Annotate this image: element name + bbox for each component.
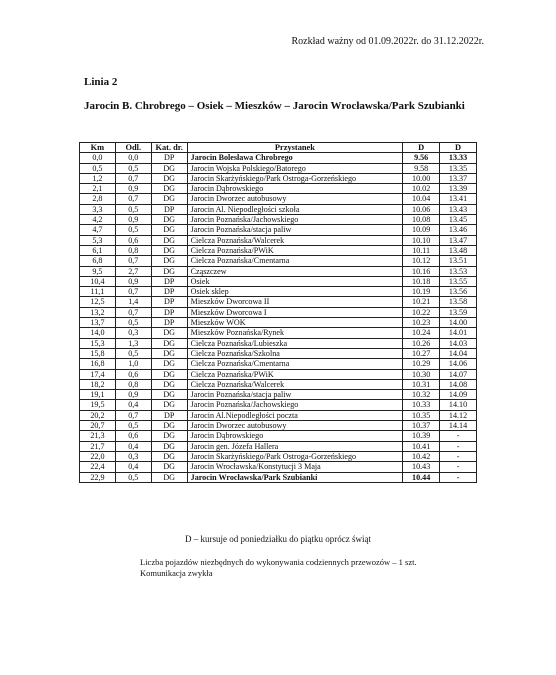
- distance-cell: 0,4: [115, 462, 151, 472]
- road-category-cell: DG: [151, 348, 187, 358]
- km-cell: 6,1: [80, 245, 116, 255]
- road-category-cell: DG: [151, 256, 187, 266]
- road-category-cell: DP: [151, 287, 187, 297]
- km-cell: 22,0: [80, 451, 116, 461]
- distance-cell: 0,7: [115, 256, 151, 266]
- stop-name-cell: Cielcza Poznańska/Walcerek: [187, 235, 403, 245]
- departure-time-run-2: 14.06: [440, 359, 477, 369]
- road-category-cell: DG: [151, 338, 187, 348]
- road-category-cell: DG: [151, 400, 187, 410]
- departure-time-run-1: 10.42: [403, 451, 440, 461]
- departure-time-run-2: 13.51: [440, 256, 477, 266]
- distance-cell: 0,3: [115, 451, 151, 461]
- column-header-km: Km: [80, 143, 116, 153]
- timetable-header-row: [80, 143, 477, 153]
- departure-time-run-1: 10.44: [403, 472, 440, 482]
- departure-time-run-1: 10.33: [403, 400, 440, 410]
- column-header-run-1: D: [403, 143, 440, 153]
- distance-cell: 1,0: [115, 359, 151, 369]
- stop-name-cell: Jarocin Poznańska/Jachowskiego: [187, 400, 403, 410]
- km-cell: 18,2: [80, 379, 116, 389]
- road-category-cell: DG: [151, 441, 187, 451]
- km-cell: 22,4: [80, 462, 116, 472]
- departure-time-run-2: -: [440, 431, 477, 441]
- departure-time-run-1: 10.32: [403, 390, 440, 400]
- distance-cell: 0,7: [115, 287, 151, 297]
- departure-time-run-2: -: [440, 451, 477, 461]
- vehicles-note: Liczba pojazdów niezbędnych do wykonywania codziennych przewozów – 1 szt.: [140, 557, 417, 567]
- stop-name-cell: Jarocin Wrocławska/Konstytucji 3 Maja: [187, 462, 403, 472]
- departure-time-run-2: 14.09: [440, 390, 477, 400]
- road-category-cell: DG: [151, 390, 187, 400]
- departure-time-run-2: -: [440, 441, 477, 451]
- timetable-row: [80, 338, 477, 348]
- timetable-row: [80, 173, 477, 183]
- departure-time-run-2: 13.53: [440, 266, 477, 276]
- timetable-row: [80, 266, 477, 276]
- timetable-row: [80, 163, 477, 173]
- road-category-cell: DG: [151, 451, 187, 461]
- road-category-cell: DP: [151, 153, 187, 163]
- km-cell: 15,8: [80, 348, 116, 358]
- timetable-row: [80, 348, 477, 358]
- departure-time-run-1: 10.12: [403, 256, 440, 266]
- departure-time-run-1: 10.24: [403, 328, 440, 338]
- km-cell: 5,3: [80, 235, 116, 245]
- timetable-row: [80, 472, 477, 482]
- departure-time-run-1: 10.04: [403, 194, 440, 204]
- stop-name-cell: Jarocin Bolesława Chrobrego: [187, 153, 403, 163]
- line-label: Linia 2: [84, 76, 118, 88]
- timetable-row: [80, 235, 477, 245]
- distance-cell: 0,5: [115, 318, 151, 328]
- km-cell: 2,1: [80, 184, 116, 194]
- km-cell: 19,1: [80, 390, 116, 400]
- departure-time-run-1: 10.41: [403, 441, 440, 451]
- km-cell: 4,2: [80, 215, 116, 225]
- road-category-cell: DP: [151, 297, 187, 307]
- column-header-road-category: Kat. dr.: [151, 143, 187, 153]
- timetable-row: [80, 184, 477, 194]
- road-category-cell: DG: [151, 379, 187, 389]
- road-category-cell: DP: [151, 276, 187, 286]
- timetable-row: [80, 215, 477, 225]
- stop-name-cell: Cielcza Poznańska/Szkolna: [187, 348, 403, 358]
- departure-time-run-1: 9.56: [403, 153, 440, 163]
- timetable-row: [80, 410, 477, 420]
- km-cell: 19,5: [80, 400, 116, 410]
- timetable-row: [80, 307, 477, 317]
- km-cell: 13,7: [80, 318, 116, 328]
- timetable-body: [80, 153, 477, 483]
- distance-cell: 0,4: [115, 400, 151, 410]
- departure-time-run-1: 10.19: [403, 287, 440, 297]
- validity-note: Rozkład ważny od 01.09.2022r. do 31.12.2022r.: [291, 36, 484, 47]
- departure-time-run-1: 9.58: [403, 163, 440, 173]
- column-header-stop: Przystanek: [187, 143, 403, 153]
- column-header-distance: Odl.: [115, 143, 151, 153]
- km-cell: 21,7: [80, 441, 116, 451]
- stop-name-cell: Cielcza Poznańska/Cmentarna: [187, 359, 403, 369]
- km-cell: 4,7: [80, 225, 116, 235]
- distance-cell: 0,8: [115, 379, 151, 389]
- departure-time-run-2: 14.03: [440, 338, 477, 348]
- distance-cell: 0,7: [115, 173, 151, 183]
- km-cell: 14,0: [80, 328, 116, 338]
- stop-name-cell: Cielcza Poznańska/PWiK: [187, 245, 403, 255]
- stop-name-cell: Jarocin Poznańska/stacja paliw: [187, 390, 403, 400]
- departure-time-run-2: 13.39: [440, 184, 477, 194]
- departure-time-run-1: 10.06: [403, 204, 440, 214]
- km-cell: 12,5: [80, 297, 116, 307]
- timetable-row: [80, 359, 477, 369]
- distance-cell: 0,6: [115, 431, 151, 441]
- km-cell: 1,2: [80, 173, 116, 183]
- departure-time-run-2: -: [440, 462, 477, 472]
- departure-time-run-2: 13.59: [440, 307, 477, 317]
- stop-name-cell: Mieszków Poznańska/Rynek: [187, 328, 403, 338]
- stop-name-cell: Jarocin Poznańska/stacja paliw: [187, 225, 403, 235]
- timetable-row: [80, 379, 477, 389]
- distance-cell: 0,9: [115, 184, 151, 194]
- km-cell: 9,5: [80, 266, 116, 276]
- departure-time-run-2: 13.47: [440, 235, 477, 245]
- departure-time-run-1: 10.22: [403, 307, 440, 317]
- departure-time-run-2: 14.07: [440, 369, 477, 379]
- departure-time-run-2: 13.45: [440, 215, 477, 225]
- stop-name-cell: Cielcza Poznańska/PWiK: [187, 369, 403, 379]
- departure-time-run-1: 10.23: [403, 318, 440, 328]
- km-cell: 6,8: [80, 256, 116, 266]
- stop-name-cell: Jarocin Wojska Polskiego/Batorego: [187, 163, 403, 173]
- departure-time-run-1: 10.26: [403, 338, 440, 348]
- distance-cell: 0,8: [115, 245, 151, 255]
- departure-time-run-2: 13.35: [440, 163, 477, 173]
- distance-cell: 0,4: [115, 441, 151, 451]
- distance-cell: 0,5: [115, 348, 151, 358]
- distance-cell: 0,9: [115, 390, 151, 400]
- distance-cell: 0,7: [115, 410, 151, 420]
- km-cell: 22,9: [80, 472, 116, 482]
- timetable-row: [80, 451, 477, 461]
- distance-cell: 0,3: [115, 328, 151, 338]
- road-category-cell: DG: [151, 235, 187, 245]
- departure-time-run-2: 14.01: [440, 328, 477, 338]
- road-category-cell: DG: [151, 369, 187, 379]
- communication-type: Komunikacja zwykła: [140, 567, 213, 578]
- km-cell: 3,3: [80, 204, 116, 214]
- km-cell: 20,7: [80, 421, 116, 431]
- departure-time-run-2: 13.33: [440, 153, 477, 163]
- timetable-row: [80, 328, 477, 338]
- stop-name-cell: Jarocin Dworzec autobusowy: [187, 421, 403, 431]
- departure-time-run-1: 10.18: [403, 276, 440, 286]
- road-category-cell: DG: [151, 215, 187, 225]
- stop-name-cell: Jarocin Skarżyńskiego/Park Ostroga-Gorzeńskiego: [187, 173, 403, 183]
- road-category-cell: DG: [151, 225, 187, 235]
- departure-time-run-1: 10.02: [403, 184, 440, 194]
- departure-time-run-1: 10.00: [403, 173, 440, 183]
- departure-time-run-2: -: [440, 472, 477, 482]
- departure-time-run-2: 13.55: [440, 276, 477, 286]
- departure-time-run-1: 10.37: [403, 421, 440, 431]
- road-category-cell: DG: [151, 359, 187, 369]
- timetable-row: [80, 225, 477, 235]
- departure-time-run-1: 10.35: [403, 410, 440, 420]
- departure-time-run-2: 13.43: [440, 204, 477, 214]
- timetable-row: [80, 276, 477, 286]
- km-cell: 10,4: [80, 276, 116, 286]
- road-category-cell: DG: [151, 163, 187, 173]
- distance-cell: 0,9: [115, 215, 151, 225]
- departure-time-run-1: 10.30: [403, 369, 440, 379]
- timetable-row: [80, 441, 477, 451]
- distance-cell: 1,3: [115, 338, 151, 348]
- stop-name-cell: Jarocin Dąbrowskiego: [187, 431, 403, 441]
- distance-cell: 0,5: [115, 204, 151, 214]
- timetable-row: [80, 245, 477, 255]
- timetable-row: [80, 421, 477, 431]
- stop-name-cell: Mieszków Dworcowa I: [187, 307, 403, 317]
- road-category-cell: DP: [151, 307, 187, 317]
- road-category-cell: DP: [151, 204, 187, 214]
- stop-name-cell: Osiek: [187, 276, 403, 286]
- timetable-row: [80, 462, 477, 472]
- stop-name-cell: Jarocin Dworzec autobusowy: [187, 194, 403, 204]
- timetable-row: [80, 194, 477, 204]
- km-cell: 2,8: [80, 194, 116, 204]
- timetable-row: [80, 153, 477, 163]
- departure-time-run-2: 13.56: [440, 287, 477, 297]
- departure-time-run-2: 14.08: [440, 379, 477, 389]
- stop-name-cell: Cząszczew: [187, 266, 403, 276]
- departure-time-run-2: 13.37: [440, 173, 477, 183]
- distance-cell: 0,5: [115, 472, 151, 482]
- departure-time-run-1: 10.08: [403, 215, 440, 225]
- stop-name-cell: Osiek sklep: [187, 287, 403, 297]
- timetable-row: [80, 287, 477, 297]
- road-category-cell: DG: [151, 245, 187, 255]
- timetable-row: [80, 369, 477, 379]
- departure-time-run-1: 10.27: [403, 348, 440, 358]
- departure-time-run-2: 14.10: [440, 400, 477, 410]
- distance-cell: 0,7: [115, 194, 151, 204]
- timetable-row: [80, 297, 477, 307]
- departure-time-run-2: 13.41: [440, 194, 477, 204]
- departure-time-run-1: 10.43: [403, 462, 440, 472]
- road-category-cell: DG: [151, 184, 187, 194]
- distance-cell: 0,6: [115, 369, 151, 379]
- departure-time-run-2: 14.04: [440, 348, 477, 358]
- departure-time-run-1: 10.10: [403, 235, 440, 245]
- distance-cell: 0,6: [115, 235, 151, 245]
- road-category-cell: DP: [151, 410, 187, 420]
- legend-note: D – kursuje od poniedziałku do piątku oprócz świąt: [185, 534, 371, 544]
- km-cell: 21,3: [80, 431, 116, 441]
- stop-name-cell: Cielcza Poznańska/Walcerek: [187, 379, 403, 389]
- timetable-row: [80, 390, 477, 400]
- stop-name-cell: Mieszków WOK: [187, 318, 403, 328]
- km-cell: 15,3: [80, 338, 116, 348]
- departure-time-run-2: 13.48: [440, 245, 477, 255]
- departure-time-run-1: 10.31: [403, 379, 440, 389]
- stop-name-cell: Mieszków Dworcowa II: [187, 297, 403, 307]
- km-cell: 0,5: [80, 163, 116, 173]
- departure-time-run-1: 10.09: [403, 225, 440, 235]
- distance-cell: 0,9: [115, 276, 151, 286]
- road-category-cell: DG: [151, 462, 187, 472]
- distance-cell: 1,4: [115, 297, 151, 307]
- road-category-cell: DG: [151, 194, 187, 204]
- km-cell: 20,2: [80, 410, 116, 420]
- stop-name-cell: Cielcza Poznańska/Cmentarna: [187, 256, 403, 266]
- departure-time-run-2: 14.12: [440, 410, 477, 420]
- stop-name-cell: Jarocin Wrocławska/Park Szubianki: [187, 472, 403, 482]
- stop-name-cell: Jarocin Skarżyńskiego/Park Ostroga-Gorzeńskiego: [187, 451, 403, 461]
- departure-time-run-2: 13.58: [440, 297, 477, 307]
- departure-time-run-1: 10.11: [403, 245, 440, 255]
- stop-name-cell: Cielcza Poznańska/Lubieszka: [187, 338, 403, 348]
- road-category-cell: DG: [151, 421, 187, 431]
- distance-cell: 2,7: [115, 266, 151, 276]
- road-category-cell: DG: [151, 472, 187, 482]
- stop-name-cell: Jarocin Al. Niepodległości szkoła: [187, 204, 403, 214]
- distance-cell: 0,7: [115, 307, 151, 317]
- departure-time-run-1: 10.29: [403, 359, 440, 369]
- timetable: [79, 142, 477, 483]
- km-cell: 16,8: [80, 359, 116, 369]
- departure-time-run-1: 10.39: [403, 431, 440, 441]
- stop-name-cell: Jarocin Dąbrowskiego: [187, 184, 403, 194]
- timetable-row: [80, 431, 477, 441]
- timetable-row: [80, 318, 477, 328]
- stop-name-cell: Jarocin gen. Józefa Hallera: [187, 441, 403, 451]
- footer-notes: [140, 557, 417, 578]
- timetable-row: [80, 256, 477, 266]
- distance-cell: 0,5: [115, 225, 151, 235]
- km-cell: 11,1: [80, 287, 116, 297]
- timetable-row: [80, 400, 477, 410]
- km-cell: 17,4: [80, 369, 116, 379]
- road-category-cell: DG: [151, 328, 187, 338]
- departure-time-run-1: 10.21: [403, 297, 440, 307]
- departure-time-run-1: 10.16: [403, 266, 440, 276]
- distance-cell: 0,0: [115, 153, 151, 163]
- stop-name-cell: Jarocin Al.Niepodległości poczta: [187, 410, 403, 420]
- departure-time-run-2: 14.00: [440, 318, 477, 328]
- distance-cell: 0,5: [115, 421, 151, 431]
- timetable-row: [80, 204, 477, 214]
- distance-cell: 0,5: [115, 163, 151, 173]
- column-header-run-2: D: [440, 143, 477, 153]
- road-category-cell: DG: [151, 431, 187, 441]
- road-category-cell: DG: [151, 266, 187, 276]
- route-title: Jarocin B. Chrobrego – Osiek – Mieszków – Jarocin Wrocławska/Park Szubianki: [84, 100, 465, 112]
- departure-time-run-2: 13.46: [440, 225, 477, 235]
- road-category-cell: DP: [151, 318, 187, 328]
- departure-time-run-2: 14.14: [440, 421, 477, 431]
- road-category-cell: DG: [151, 173, 187, 183]
- stop-name-cell: Jarocin Poznańska/Jachowskiego: [187, 215, 403, 225]
- km-cell: 13,2: [80, 307, 116, 317]
- km-cell: 0,0: [80, 153, 116, 163]
